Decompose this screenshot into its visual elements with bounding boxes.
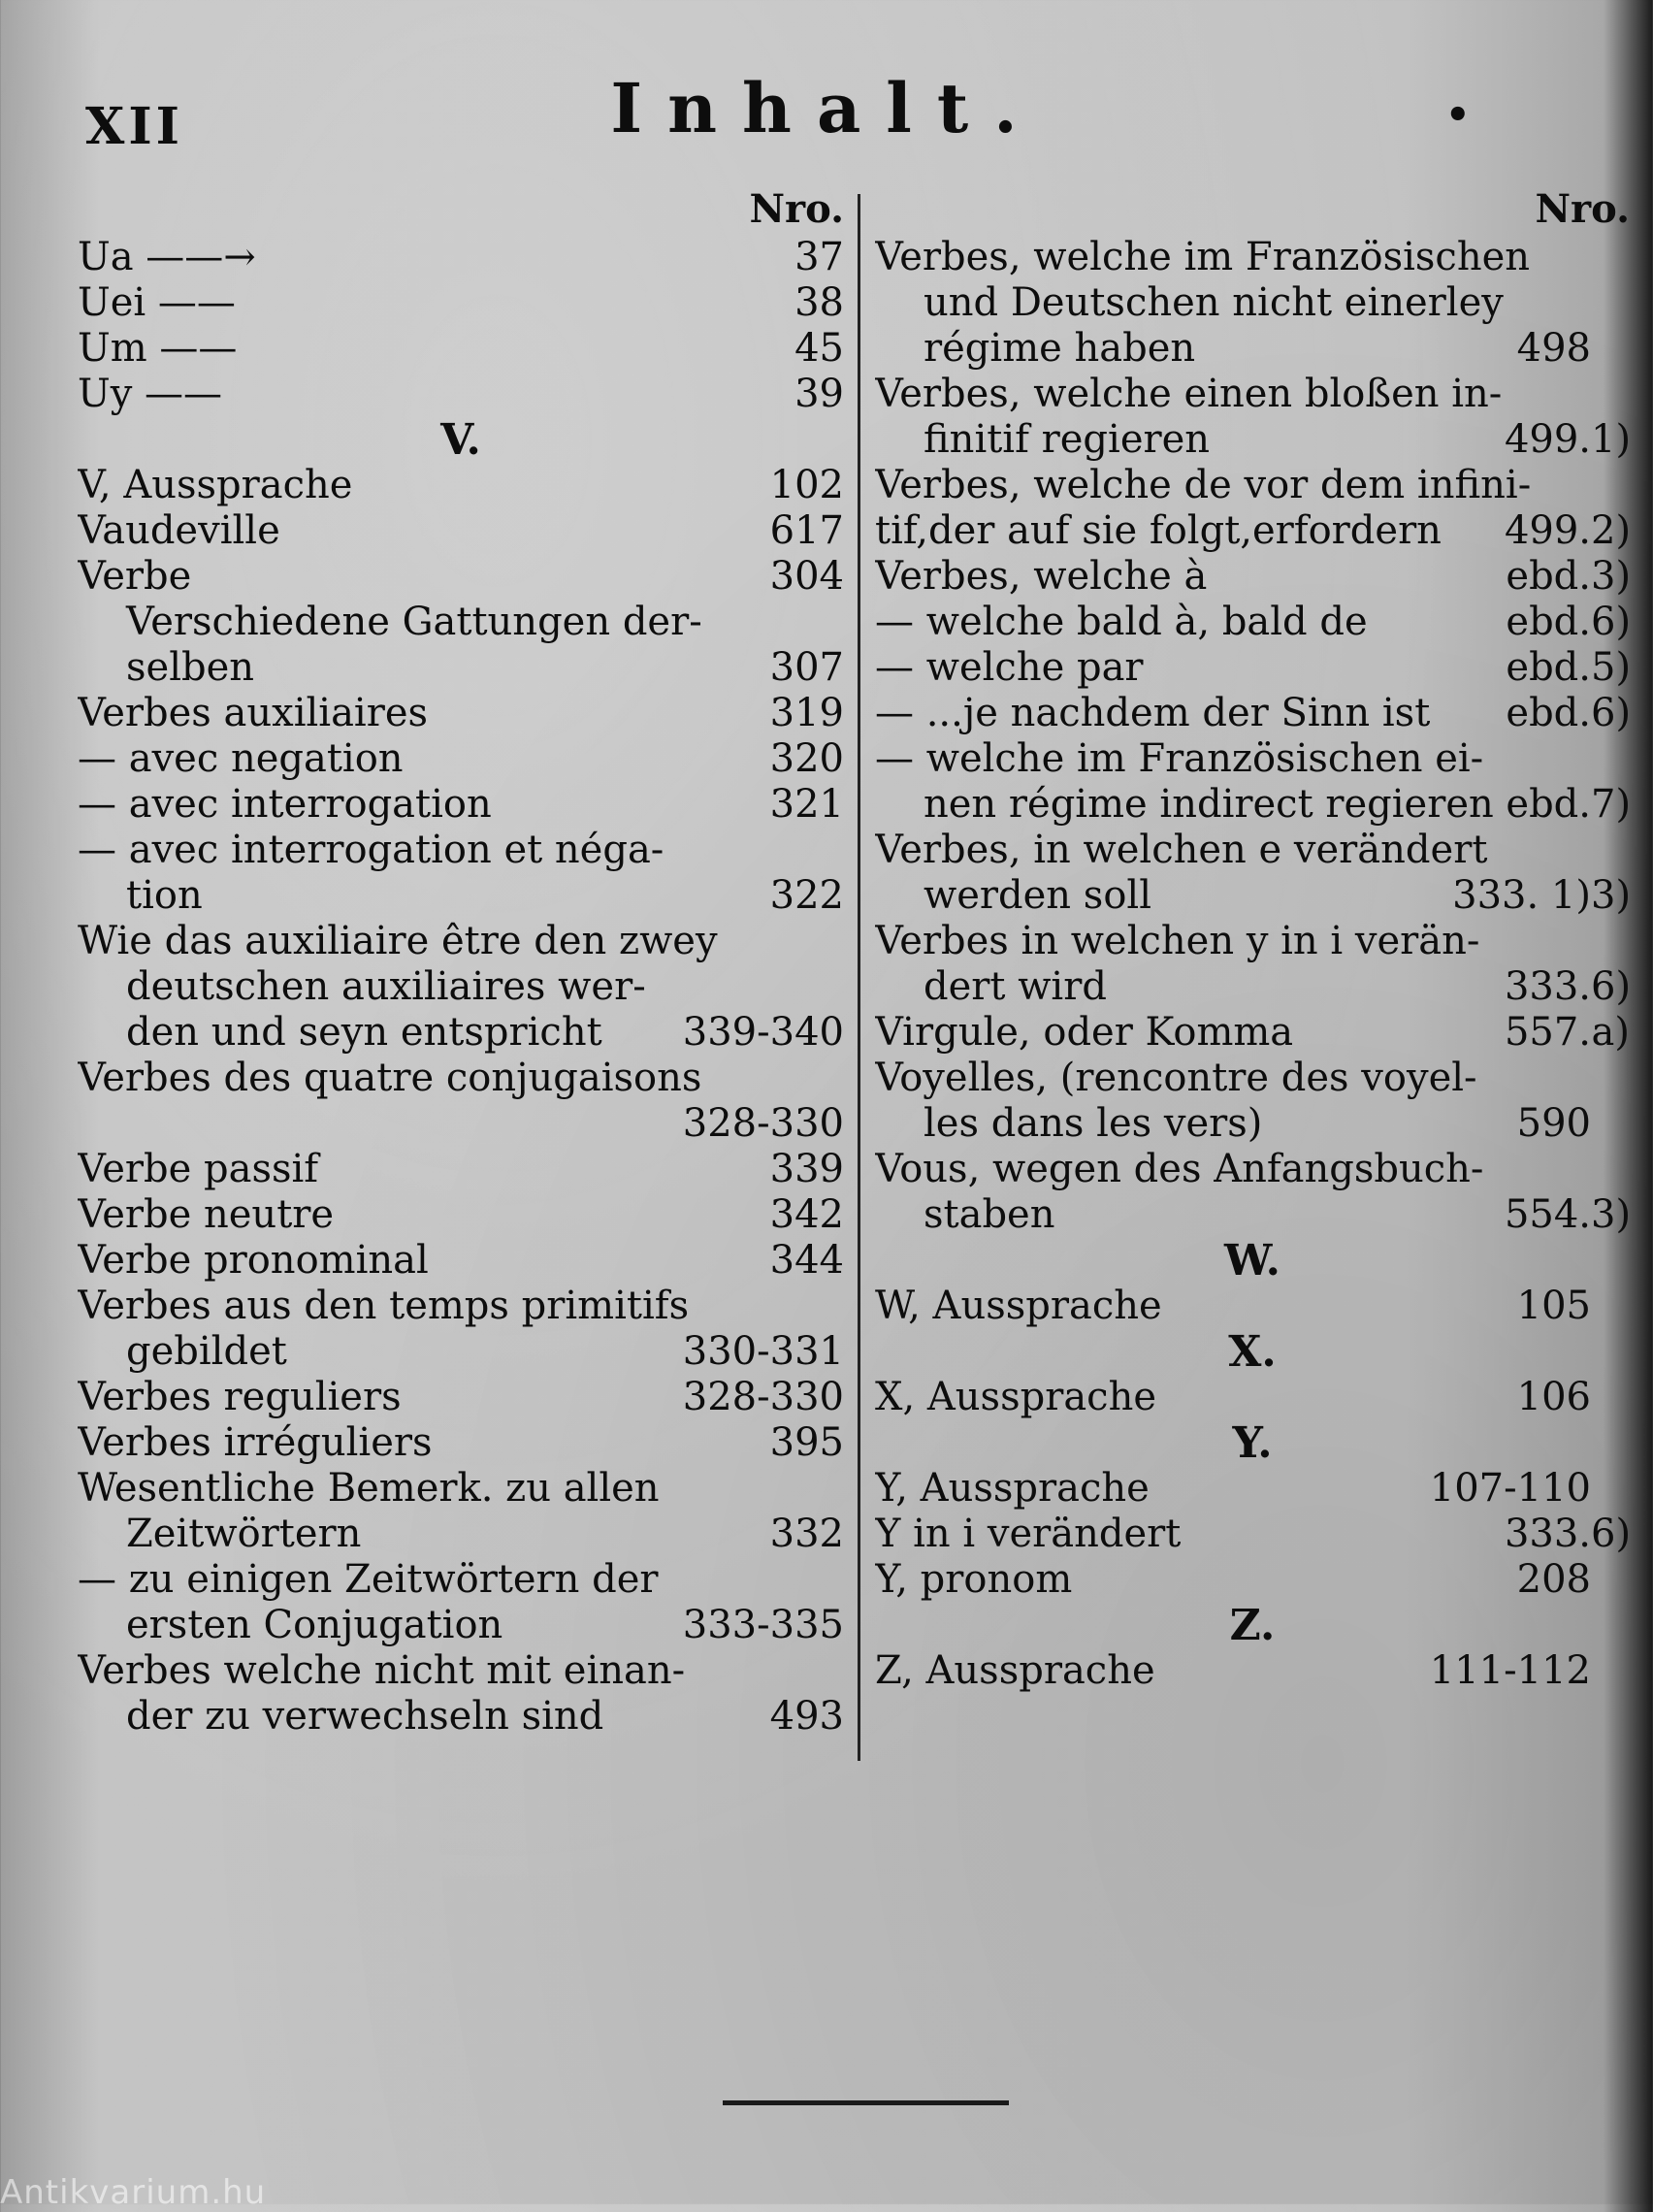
entry-number: 590 xyxy=(1516,1101,1591,1146)
index-entry xyxy=(78,235,844,280)
entry-number: 617 xyxy=(769,508,844,553)
entry-text: Verbes irréguliers xyxy=(78,1420,433,1465)
index-entry xyxy=(875,919,1630,964)
index-entry xyxy=(875,1648,1630,1694)
entry-text: Verbes des quatre conjugaisons xyxy=(78,1056,702,1100)
index-entry xyxy=(78,873,844,919)
entry-text: — ...je nachdem der Sinn ist xyxy=(875,691,1431,735)
entry-text: Y, Aussprache xyxy=(875,1466,1150,1511)
index-entry xyxy=(875,417,1630,463)
entry-text: Vaudeville xyxy=(78,508,280,553)
entry-text: Uy —— xyxy=(78,372,223,416)
index-column-left xyxy=(78,184,844,1740)
entry-number: 328-330 xyxy=(682,1375,844,1419)
entry-text: — zu einigen Zeitwörtern der xyxy=(78,1557,659,1602)
entry-number: 38 xyxy=(794,280,844,325)
index-entry xyxy=(78,280,844,326)
index-entry xyxy=(78,372,844,417)
index-entry xyxy=(78,645,844,691)
entry-paragraph-mark: 5) xyxy=(1591,645,1632,690)
entry-text: gebildet xyxy=(126,1329,287,1374)
entry-number: 493 xyxy=(769,1694,844,1739)
entry-text: selben xyxy=(126,645,255,690)
entry-paragraph-mark: 3) xyxy=(1591,1192,1632,1237)
entry-number: 319 xyxy=(769,691,844,735)
index-entry xyxy=(875,873,1630,919)
entry-paragraph-mark: 3) xyxy=(1591,873,1632,918)
index-entry xyxy=(78,1648,844,1694)
index-entry xyxy=(78,1147,844,1192)
entry-paragraph-mark: 6) xyxy=(1591,1512,1632,1556)
entry-text: deutschen auxiliaires wer- xyxy=(126,964,646,1009)
entry-text: Verbes, in welchen e verändert xyxy=(875,828,1488,872)
section-letter: Z. xyxy=(1229,1601,1276,1650)
entry-text: — welche bald à, bald de xyxy=(875,600,1368,644)
index-entry xyxy=(875,1466,1630,1512)
index-entry xyxy=(78,1420,844,1466)
index-entry xyxy=(78,1375,844,1420)
entry-text: Z, Aussprache xyxy=(875,1648,1155,1693)
index-entry xyxy=(875,326,1630,372)
entry-number: 342 xyxy=(769,1192,844,1237)
index-entry xyxy=(78,964,844,1010)
entry-text: Verbes, welche einen bloßen in- xyxy=(875,372,1503,416)
index-entry xyxy=(78,326,844,372)
index-entry xyxy=(875,1010,1630,1056)
entry-text: V, Aussprache xyxy=(78,463,353,507)
entry-text: Virgule, oder Komma xyxy=(875,1010,1294,1055)
entry-text: Y in i verändert xyxy=(875,1512,1182,1556)
index-entry xyxy=(875,235,1630,280)
entry-text: les dans les vers) xyxy=(924,1101,1263,1146)
entry-paragraph-mark: 1) xyxy=(1591,417,1632,462)
entry-number: 102 xyxy=(769,463,844,507)
entry-text: Verbe xyxy=(78,554,192,599)
index-entry xyxy=(78,463,844,508)
entry-text: nen régime indirect regieren xyxy=(924,782,1494,827)
index-entry xyxy=(875,1284,1630,1329)
entry-text: Um —— xyxy=(78,326,238,371)
section-letter: Y. xyxy=(1232,1418,1273,1468)
entry-text: — avec interrogation et néga- xyxy=(78,828,664,872)
index-entry xyxy=(78,736,844,782)
entry-text: — avec negation xyxy=(78,736,404,781)
entry-text: Y, pronom xyxy=(875,1557,1073,1602)
entry-text: staben xyxy=(924,1192,1055,1237)
entry-number: 395 xyxy=(769,1420,844,1465)
entry-number: 37 xyxy=(794,235,844,279)
entry-number: 499. xyxy=(1504,508,1591,553)
entry-text: Verbes auxiliaires xyxy=(78,691,429,735)
entry-text: werden soll xyxy=(924,873,1151,918)
index-column-right xyxy=(875,184,1630,1694)
section-letter: X. xyxy=(1228,1327,1277,1377)
entry-number: ebd. xyxy=(1506,600,1591,644)
entry-text: Verbes, welche de vor dem infini- xyxy=(875,463,1532,507)
entry-number: 45 xyxy=(794,326,844,371)
entry-paragraph-mark: 7) xyxy=(1591,782,1632,827)
entry-number: 557. xyxy=(1504,1010,1591,1055)
entry-text: Verbes in welchen y in i verän- xyxy=(875,919,1480,963)
entry-number: 333. xyxy=(1504,964,1591,1009)
entry-number: 339-340 xyxy=(682,1010,844,1055)
index-entry xyxy=(78,600,844,645)
index-entry xyxy=(78,554,844,600)
entry-text: Vous, wegen des Anfangsbuch- xyxy=(875,1147,1484,1191)
index-entry xyxy=(78,1284,844,1329)
entry-number: 304 xyxy=(769,554,844,599)
entry-paragraph-mark: 2) xyxy=(1591,508,1632,553)
entry-text: Voyelles, (rencontre des voyel- xyxy=(875,1056,1477,1100)
index-entry xyxy=(78,691,844,736)
entry-number: 339 xyxy=(769,1147,844,1191)
entry-number: 333. 1) xyxy=(1452,873,1591,918)
entry-text: Verbes reguliers xyxy=(78,1375,402,1419)
entry-text: — welche par xyxy=(875,645,1144,690)
entry-text: Verbe pronominal xyxy=(78,1238,429,1283)
index-entry xyxy=(875,463,1630,508)
entry-text: Verbe neutre xyxy=(78,1192,335,1237)
ink-dot: • xyxy=(1445,92,1471,138)
entry-number: 107-110 xyxy=(1429,1466,1591,1511)
entry-number: 321 xyxy=(769,782,844,827)
index-entry xyxy=(875,691,1630,736)
index-entry xyxy=(78,1694,844,1740)
entry-text: Verbes, welche à xyxy=(875,554,1208,599)
index-entry xyxy=(875,508,1630,554)
entry-number: 332 xyxy=(769,1512,844,1556)
index-entry xyxy=(875,782,1630,828)
entry-text: — welche im Französischen ei- xyxy=(875,736,1484,781)
index-entry xyxy=(875,1512,1630,1557)
index-entry xyxy=(875,1147,1630,1192)
entry-text: — avec interrogation xyxy=(78,782,492,827)
entry-text: X, Aussprache xyxy=(875,1375,1157,1419)
entry-text: finitif regieren xyxy=(924,417,1211,462)
index-entry xyxy=(78,1603,844,1648)
entry-paragraph-mark: 6) xyxy=(1591,691,1632,735)
entry-number: 554. xyxy=(1504,1192,1591,1237)
entry-number: 320 xyxy=(769,736,844,781)
entry-number: 39 xyxy=(794,372,844,416)
entry-text: Wie das auxiliaire être den zwey xyxy=(78,919,718,963)
entry-number: ebd. xyxy=(1506,691,1591,735)
entry-number: 111-112 xyxy=(1429,1648,1591,1693)
entry-number: 333. xyxy=(1504,1512,1591,1556)
entry-text: Verbe passif xyxy=(78,1147,319,1191)
index-entry xyxy=(875,372,1630,417)
index-entry xyxy=(78,1329,844,1375)
entry-number: 499. xyxy=(1504,417,1591,462)
index-entry xyxy=(78,828,844,873)
index-entry xyxy=(78,782,844,828)
entry-number: 105 xyxy=(1516,1284,1591,1328)
index-entry xyxy=(78,1557,844,1603)
entry-text: Zeitwörtern xyxy=(126,1512,362,1556)
index-entry xyxy=(875,280,1630,326)
index-entry xyxy=(78,1101,844,1147)
entry-list-left xyxy=(78,235,844,1740)
entry-number: ebd. xyxy=(1506,782,1591,827)
page-number: XII xyxy=(85,97,183,156)
index-entry xyxy=(875,554,1630,600)
entry-paragraph-mark: 6) xyxy=(1591,964,1632,1009)
entry-text: dert wird xyxy=(924,964,1107,1009)
index-entry xyxy=(875,1056,1630,1101)
entry-text: tion xyxy=(126,873,203,918)
entry-text: Verbes aus den temps primitifs xyxy=(78,1284,690,1328)
index-entry xyxy=(875,1375,1630,1420)
entry-number: 106 xyxy=(1516,1375,1591,1419)
index-entry xyxy=(78,919,844,964)
entry-text: régime haben xyxy=(924,326,1196,371)
index-entry xyxy=(875,600,1630,645)
entry-number: 344 xyxy=(769,1238,844,1283)
index-entry xyxy=(875,1557,1630,1603)
entry-text: W, Aussprache xyxy=(875,1284,1162,1328)
section-letter: V. xyxy=(440,415,481,465)
index-entry xyxy=(875,964,1630,1010)
entry-number: 330-331 xyxy=(682,1329,844,1374)
index-entry xyxy=(875,1192,1630,1238)
entry-number: 307 xyxy=(769,645,844,690)
entry-text: den und seyn entspricht xyxy=(126,1010,602,1055)
index-entry xyxy=(78,1056,844,1101)
nro-header-right: Nro. xyxy=(1535,186,1630,232)
index-entry xyxy=(78,1238,844,1284)
entry-text: Ua ——→ xyxy=(78,235,256,279)
index-entry xyxy=(78,1512,844,1557)
entry-number: 208 xyxy=(1516,1557,1591,1602)
entry-text: ersten Conjugation xyxy=(126,1603,503,1647)
index-entry xyxy=(875,1101,1630,1147)
page-title: Inhalt. xyxy=(610,68,1043,148)
index-entry xyxy=(78,1466,844,1512)
entry-paragraph-mark: 6) xyxy=(1591,600,1632,644)
index-entry xyxy=(875,736,1630,782)
entry-number: 328-330 xyxy=(682,1101,844,1146)
index-entry xyxy=(78,1192,844,1238)
entry-text: Verschiedene Gattungen der- xyxy=(126,600,702,644)
entry-text: Wesentliche Bemerk. zu allen xyxy=(78,1466,660,1511)
entry-number: 333-335 xyxy=(682,1603,844,1647)
entry-text: der zu verwechseln sind xyxy=(126,1694,604,1739)
entry-paragraph-mark: a) xyxy=(1591,1010,1630,1055)
entry-text: und Deutschen nicht einerley xyxy=(924,280,1504,325)
entry-number: ebd. xyxy=(1506,645,1591,690)
entry-paragraph-mark: 3) xyxy=(1591,554,1632,599)
bottom-rule xyxy=(723,2100,1009,2105)
column-divider xyxy=(858,194,860,1761)
entry-number: ebd. xyxy=(1506,554,1591,599)
entry-text: tif,der auf sie folgt,erfordern xyxy=(875,508,1442,553)
index-entry xyxy=(875,828,1630,873)
section-letter: W. xyxy=(1224,1236,1280,1285)
entry-text: Verbes welche nicht mit einan- xyxy=(78,1648,686,1693)
entry-number: 498 xyxy=(1516,326,1591,371)
index-entry xyxy=(875,645,1630,691)
nro-header-left: Nro. xyxy=(749,186,844,232)
entry-text: Uei —— xyxy=(78,280,236,325)
entry-text: Verbes, welche im Französischen xyxy=(875,235,1531,279)
index-entry xyxy=(78,1010,844,1056)
entry-number: 322 xyxy=(769,873,844,918)
entry-list-right xyxy=(875,235,1630,1694)
watermark: Antikvarium.hu xyxy=(0,2173,267,2212)
index-entry xyxy=(78,508,844,554)
